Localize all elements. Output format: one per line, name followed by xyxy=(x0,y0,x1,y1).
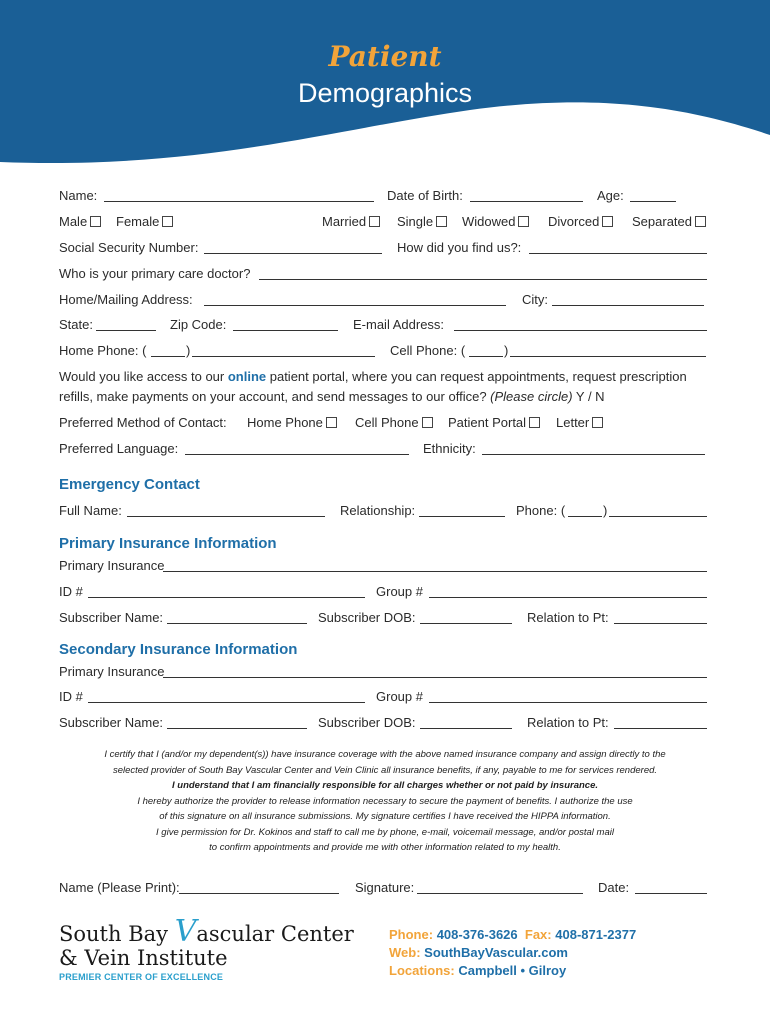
opt-patient-portal[interactable] xyxy=(448,413,540,433)
contact-web-line xyxy=(389,944,636,962)
em-phone-paren: ) xyxy=(603,503,608,518)
fax-value: 408-871-2377 xyxy=(555,927,637,942)
opt-portal-label: Patient Portal xyxy=(448,415,527,430)
female-label: Female xyxy=(116,214,160,229)
row-phones xyxy=(59,341,707,361)
find-us-field[interactable] xyxy=(529,253,707,254)
married-label: Married xyxy=(322,214,367,229)
logo-tagline: PREMIER CENTER OF EXCELLENCE xyxy=(59,972,224,982)
ssn-field[interactable] xyxy=(204,253,382,254)
married-option[interactable] xyxy=(322,212,380,232)
cell-phone-paren: ) xyxy=(504,343,509,358)
pi-sub-dob-label: Subscriber DOB: xyxy=(318,610,416,625)
opt-home-checkbox[interactable] xyxy=(326,417,337,428)
signature-label: Signature: xyxy=(355,880,415,895)
locations-label: Locations: xyxy=(389,963,455,978)
primary-ins-heading: Primary Insurance Information xyxy=(59,535,277,552)
print-name-label: Name (Please Print): xyxy=(59,880,180,895)
portal-text-2: patient portal, where you can request appointments, request prescription xyxy=(266,369,687,384)
contact-info xyxy=(389,926,636,980)
city-field[interactable] xyxy=(552,305,704,306)
married-checkbox[interactable] xyxy=(369,216,380,227)
opt-home-phone[interactable] xyxy=(247,413,337,433)
portal-circle-hint: (Please circle) xyxy=(490,389,573,404)
header-banner xyxy=(0,0,770,180)
widowed-option[interactable] xyxy=(462,212,529,232)
logo-v-mark: V xyxy=(174,914,197,949)
female-option[interactable] xyxy=(116,212,173,232)
legal-line-7: to confirm appointments and provide me with other information related to my health. xyxy=(209,842,561,853)
contact-phone-line xyxy=(389,926,636,944)
print-name-field[interactable] xyxy=(179,893,339,894)
pref-lang-label: Preferred Language: xyxy=(59,441,179,456)
single-option[interactable] xyxy=(397,212,447,232)
row-secondary-ins xyxy=(59,662,707,682)
emergency-heading: Emergency Contact xyxy=(59,476,200,493)
email-label: E-mail Address: xyxy=(353,317,445,332)
si-id-label: ID # xyxy=(59,689,83,704)
single-label: Single xyxy=(397,214,434,229)
home-phone-paren: ) xyxy=(186,343,191,358)
pcp-field[interactable] xyxy=(259,279,707,280)
pi-group-label: Group # xyxy=(376,584,423,599)
legal-line-5: of this signature on all insurance submissions. My signature certifies I have received the HIPPA information. xyxy=(159,811,611,822)
si-insurance-field[interactable] xyxy=(163,677,707,678)
web-link[interactable]: SouthBayVascular.com xyxy=(424,945,568,960)
phone-label: Phone: xyxy=(389,927,434,942)
opt-cell-label: Cell Phone xyxy=(355,415,419,430)
opt-portal-checkbox[interactable] xyxy=(529,417,540,428)
ethnicity-field[interactable] xyxy=(482,454,705,455)
row-emergency xyxy=(59,501,707,521)
home-phone-label: Home Phone: ( xyxy=(59,343,147,358)
em-relationship-field[interactable] xyxy=(419,516,505,517)
date-field[interactable] xyxy=(635,893,707,894)
row-pcp xyxy=(59,264,707,284)
legal-line-4: I hereby authorize the provider to release information necessary to secure the payment of benefits. I authorize the use xyxy=(137,795,633,807)
row-primary-id xyxy=(59,582,707,602)
pref-contact-label: Preferred Method of Contact: xyxy=(59,415,227,430)
opt-cell-phone[interactable] xyxy=(355,413,433,433)
state-label: State: xyxy=(59,317,93,332)
pi-sub-name-field[interactable] xyxy=(167,623,307,624)
name-field[interactable] xyxy=(104,201,374,202)
female-checkbox[interactable] xyxy=(162,216,173,227)
row-address xyxy=(59,290,707,310)
secondary-ins-heading: Secondary Insurance Information xyxy=(59,641,298,658)
south-bay-logo xyxy=(59,914,359,990)
male-option[interactable] xyxy=(59,212,101,232)
row-ssn xyxy=(59,238,707,258)
state-field[interactable] xyxy=(96,330,156,331)
pi-id-field[interactable] xyxy=(88,597,365,598)
logo-text-vascular: ascular Center xyxy=(196,922,354,946)
legal-line-1: I certify that I (and/or my dependent(s)) have insurance coverage with the above named insurance company and assign directly to the xyxy=(104,749,666,760)
zip-label: Zip Code: xyxy=(170,317,227,332)
portal-text-1: Would you like access to our xyxy=(59,369,228,384)
opt-home-label: Home Phone xyxy=(247,415,323,430)
si-relation-label: Relation to Pt: xyxy=(527,715,609,730)
web-label: Web: xyxy=(389,945,421,960)
row-primary-ins xyxy=(59,556,707,576)
widowed-checkbox[interactable] xyxy=(518,216,529,227)
logo-line-2: & Vein Institute xyxy=(59,946,228,970)
separated-checkbox[interactable] xyxy=(695,216,706,227)
cell-phone-area-field[interactable] xyxy=(469,356,503,357)
row-signature xyxy=(59,878,707,898)
em-phone-field[interactable] xyxy=(609,516,707,517)
row-secondary-subscriber xyxy=(59,713,707,733)
portal-text-3: refills, make payments on your account, and send messages to our office? xyxy=(59,389,491,404)
si-insurance-label: Primary Insurance xyxy=(59,664,165,679)
dob-field[interactable] xyxy=(470,201,583,202)
si-group-label: Group # xyxy=(376,689,423,704)
separated-option[interactable] xyxy=(632,212,706,232)
home-phone-area-field[interactable] xyxy=(151,356,185,357)
opt-letter-label: Letter xyxy=(556,415,590,430)
em-phone-label: Phone: ( xyxy=(516,503,566,518)
pi-sub-name-label: Subscriber Name: xyxy=(59,610,164,625)
widowed-label: Widowed xyxy=(462,214,516,229)
cell-phone-field[interactable] xyxy=(510,356,706,357)
pref-lang-field[interactable] xyxy=(185,454,409,455)
row-state-zip-email xyxy=(59,315,707,335)
portal-online-word: online xyxy=(227,369,267,384)
si-id-field[interactable] xyxy=(88,702,365,703)
em-name-label: Full Name: xyxy=(59,503,122,518)
em-phone-area-field[interactable] xyxy=(568,516,602,517)
row-name xyxy=(59,186,707,206)
divorced-label: Divorced xyxy=(548,214,600,229)
name-label: Name: xyxy=(59,188,98,203)
pi-group-field[interactable] xyxy=(429,597,707,598)
row-pref-contact xyxy=(59,413,707,433)
male-label: Male xyxy=(59,214,88,229)
city-label: City: xyxy=(522,292,548,307)
em-name-field[interactable] xyxy=(127,516,325,517)
ssn-label: Social Security Number: xyxy=(59,240,199,255)
contact-locations-line xyxy=(389,962,636,980)
legal-line-2: selected provider of South Bay Vascular Center and Vein Clinic all insurance benefits, if any, payable to me for services rendered. xyxy=(112,764,658,776)
date-label: Date: xyxy=(598,880,630,895)
title-demographics: Demographics xyxy=(297,78,473,108)
row-gender-marital xyxy=(59,212,707,232)
legal-line-6: I give permission for Dr. Kokinos and staff to call me by phone, e-mail, voicemail message, and/or postal mail xyxy=(156,826,614,838)
em-relationship-label: Relationship: xyxy=(340,503,416,518)
fax-label: Fax: xyxy=(524,927,552,942)
si-group-field[interactable] xyxy=(429,702,707,703)
si-sub-name-field[interactable] xyxy=(167,728,307,729)
row-secondary-id xyxy=(59,687,707,707)
pcp-label: Who is your primary care doctor? xyxy=(59,266,251,281)
locations-value: Campbell • Gilroy xyxy=(458,963,567,978)
find-us-label: How did you find us?: xyxy=(397,240,522,255)
ethnicity-label: Ethnicity: xyxy=(423,441,476,456)
pi-insurance-label: Primary Insurance xyxy=(59,558,165,573)
email-field[interactable] xyxy=(454,330,707,331)
row-language xyxy=(59,439,707,459)
si-sub-dob-field[interactable] xyxy=(420,728,512,729)
title-patient: Patient xyxy=(328,40,442,73)
single-checkbox[interactable] xyxy=(436,216,447,227)
age-label: Age: xyxy=(597,188,624,203)
separated-label: Separated xyxy=(632,214,692,229)
home-phone-field[interactable] xyxy=(192,356,375,357)
legal-financial-responsibility: I understand that I am financially responsible for all charges whether or not paid by insurance. xyxy=(171,780,598,791)
pi-insurance-field[interactable] xyxy=(163,571,707,572)
logo-line-1 xyxy=(59,914,359,949)
si-relation-field[interactable] xyxy=(614,728,707,729)
row-primary-subscriber xyxy=(59,608,707,628)
divorced-option[interactable] xyxy=(548,212,613,232)
si-sub-dob-label: Subscriber DOB: xyxy=(318,715,416,730)
opt-cell-checkbox[interactable] xyxy=(422,417,433,428)
portal-question xyxy=(59,367,709,407)
pi-relation-label: Relation to Pt: xyxy=(527,610,609,625)
pi-id-label: ID # xyxy=(59,584,83,599)
logo-text-south-bay: South Bay xyxy=(59,922,175,946)
zip-field[interactable] xyxy=(233,330,338,331)
cell-phone-label: Cell Phone: ( xyxy=(390,343,466,358)
opt-letter-checkbox[interactable] xyxy=(592,417,603,428)
legal-certification xyxy=(40,747,730,856)
address-field[interactable] xyxy=(204,305,506,306)
phone-value[interactable]: 408-376-3626 xyxy=(436,927,518,942)
si-sub-name-label: Subscriber Name: xyxy=(59,715,164,730)
portal-yes-no[interactable]: Y / N xyxy=(572,389,605,404)
pi-sub-dob-field[interactable] xyxy=(420,623,512,624)
divorced-checkbox[interactable] xyxy=(602,216,613,227)
address-label: Home/Mailing Address: xyxy=(59,292,193,307)
male-checkbox[interactable] xyxy=(90,216,101,227)
signature-field[interactable] xyxy=(417,893,583,894)
opt-letter[interactable] xyxy=(556,413,603,433)
pi-relation-field[interactable] xyxy=(614,623,707,624)
age-field[interactable] xyxy=(630,201,676,202)
dob-label: Date of Birth: xyxy=(387,188,463,203)
